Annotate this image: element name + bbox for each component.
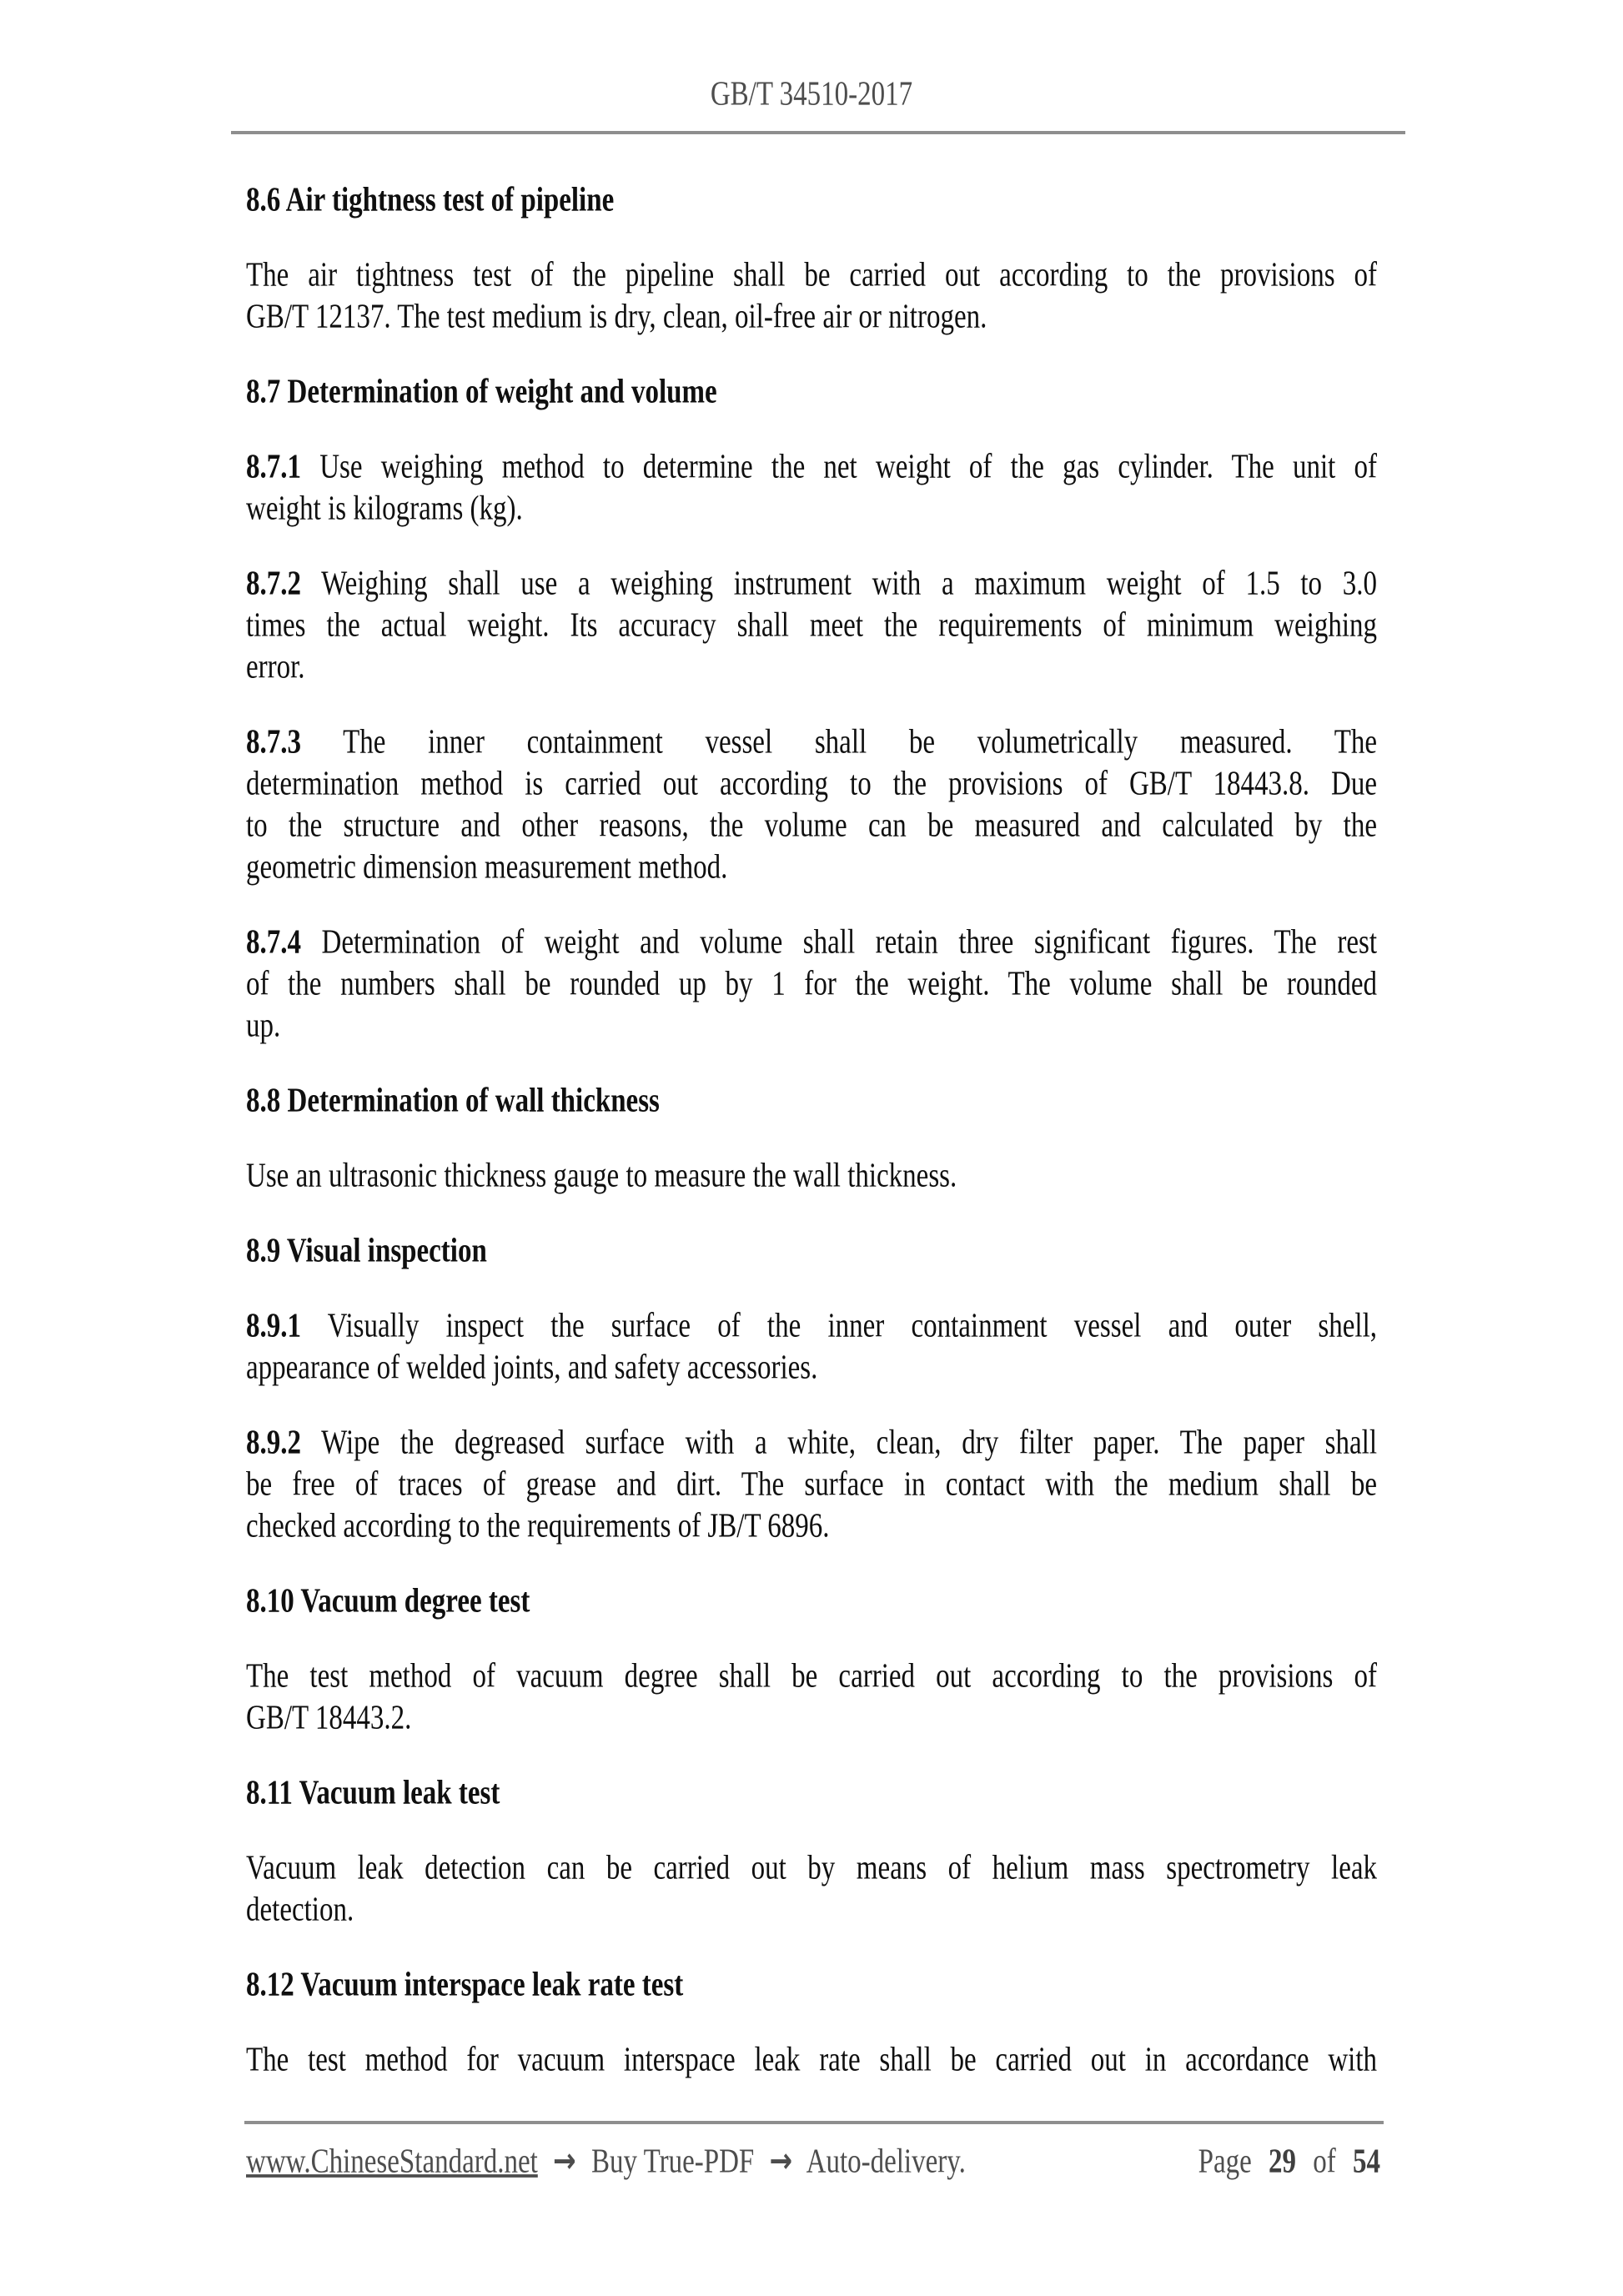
paragraph-line: The test method for vacuum interspace leak rate shall be carried out in accordance with [246,2041,1377,2079]
paragraph [246,1655,1377,1739]
paragraph-line: 8.7.4 Determination of weight and volume shall retain three significant figures. The rest [246,923,1377,962]
paragraph-line: GB/T 12137. The test medium is dry, clean, oil-free air or nitrogen. [246,298,987,336]
paragraph-line: times the actual weight. Its accuracy shall meet the requirements of minimum weighing [246,606,1377,645]
paragraph [246,1847,1377,1931]
paragraph [246,1305,1377,1389]
current-page-number: 29 [1269,2143,1296,2181]
clause-number: 8.7.1 [246,448,301,486]
clause-number: 8.7.2 [246,565,301,603]
paragraph-line: 8.7.3 The inner containment vessel shall be volumetrically measured. The [246,723,1377,761]
paragraph-line: be free of traces of grease and dirt. The surface in contact with the medium shall be [246,1465,1377,1504]
clause-number: 8.9.1 [246,1307,301,1345]
clause-number: 8.9.2 [246,1424,301,1462]
paragraph-line: 8.9.2 Wipe the degreased surface with a white, clean, dry filter paper. The paper shall [246,1424,1377,1462]
section-heading: 8.8 Determination of wall thickness [246,1082,660,1120]
paragraph [246,446,1377,530]
website-link[interactable]: www.ChineseStandard.net [246,2143,538,2181]
total-pages-number: 54 [1353,2143,1380,2181]
paragraph [246,2039,1377,2081]
footer-buy-text: Buy True-PDF [590,2143,755,2181]
clause-number: 8.7.3 [246,723,301,761]
right-arrow-icon: → [553,2139,576,2181]
of-label: of [1313,2143,1336,2181]
section-heading: 8.10 Vacuum degree test [246,1582,530,1620]
paragraph-line: The test method of vacuum degree shall be carried out according to the provisions of [246,1657,1377,1696]
paragraph [246,254,1377,338]
paragraph-line: of the numbers shall be rounded up by 1 for the weight. The volume shall be rounded [246,965,1377,1003]
section-heading: 8.9 Visual inspection [246,1232,487,1270]
paragraph-line: determination method is carried out according to the provisions of GB/T 18443.8. Due [246,765,1377,803]
footer-delivery-text: Auto-delivery. [806,2143,966,2181]
paragraph [246,922,1377,1047]
paragraph-line: 8.7.1 Use weighing method to determine the net weight of the gas cylinder. The unit of [246,448,1377,486]
page-label: Page [1198,2143,1252,2181]
document-number: GB/T 34510-2017 [710,75,913,113]
paragraph-line: to the structure and other reasons, the volume can be measured and calculated by the [246,806,1377,845]
section-heading: 8.12 Vacuum interspace leak rate test [246,1966,684,2004]
section-heading: 8.7 Determination of weight and volume [246,373,717,411]
paragraph-line: GB/T 18443.2. [246,1699,412,1737]
paragraph-line: up. [246,1007,281,1045]
right-arrow-icon: → [769,2139,793,2181]
paragraph-line: weight is kilograms (kg). [246,490,523,528]
page-footer [246,2135,1380,2188]
paragraph-line: error. [246,648,305,686]
header-rule [231,131,1405,134]
section-heading: 8.6 Air tightness test of pipeline [246,181,615,219]
paragraph [246,563,1377,688]
footer-promo [246,2135,966,2188]
footer-rule [244,2121,1384,2124]
paragraph-line: 8.7.2 Weighing shall use a weighing instrument with a maximum weight of 1.5 to 3.0 [246,565,1377,603]
section-heading: 8.11 Vacuum leak test [246,1774,500,1812]
paragraph-line: Vacuum leak detection can be carried out by means of helium mass spectrometry leak [246,1849,1377,1887]
document-body [246,179,1377,2114]
paragraph-line: detection. [246,1891,354,1929]
paragraph-line: checked according to the requirements of JB/T 6896. [246,1507,830,1545]
paragraph-line: geometric dimension measurement method. [246,848,728,887]
paragraph-line: Use an ultrasonic thickness gauge to measure the wall thickness. [246,1157,957,1195]
paragraph [246,721,1377,888]
page-indicator [1198,2136,1380,2188]
paragraph-line: The air tightness test of the pipeline shall be carried out according to the provisions of [246,256,1377,294]
paragraph [246,1422,1377,1547]
clause-number: 8.7.4 [246,923,301,962]
paragraph-line: 8.9.1 Visually inspect the surface of the inner containment vessel and outer shell, [246,1307,1377,1345]
paragraph-line: appearance of welded joints, and safety accessories. [246,1349,818,1387]
paragraph [246,1155,1377,1197]
